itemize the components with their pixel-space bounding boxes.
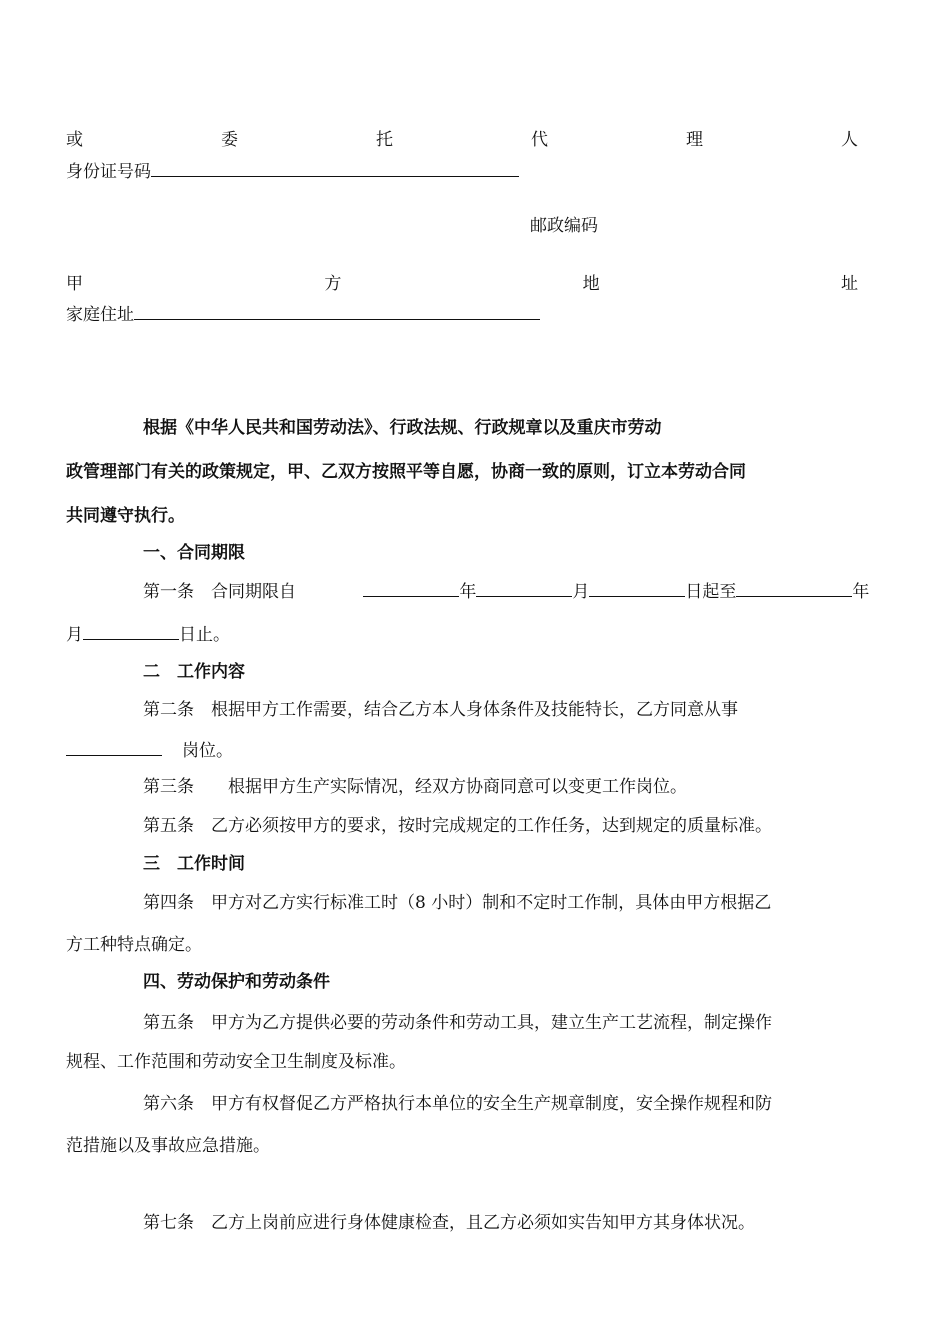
preamble-line-1: 根据《中华人民共和国劳动法》、行政法规、行政规章以及重庆市劳动 [143, 418, 662, 438]
section-4-title: 四、劳动保护和劳动条件 [143, 972, 330, 992]
preamble-line-3: 共同遵守执行。 [66, 506, 185, 526]
agent-char: 或 [66, 130, 83, 150]
clause-1-line-1 [143, 579, 869, 603]
post-blank[interactable] [66, 738, 162, 756]
agent-char: 人 [841, 130, 858, 150]
address-row [66, 273, 858, 295]
address-char: 方 [324, 274, 342, 294]
agent-char: 托 [376, 130, 393, 150]
agent-char: 代 [531, 130, 548, 150]
address-char: 甲 [66, 274, 83, 294]
end-label: 日止。 [179, 625, 230, 645]
clause-7: 第七条 乙方上岗前应进行身体健康检查，且乙方必须如实告知甲方其身体状况。 [143, 1213, 755, 1233]
clause-5-b-line-1: 第五条 甲方为乙方提供必要的劳动条件和劳动工具，建立生产工艺流程，制定操作 [143, 1013, 772, 1033]
clause-4-line-2: 方工种特点确定。 [66, 935, 202, 955]
home-address-blank[interactable] [134, 302, 540, 320]
end-month-blank[interactable] [83, 622, 179, 640]
year-label: 年 [459, 582, 477, 602]
clause-2-line-2 [66, 738, 233, 762]
address-char: 址 [840, 274, 858, 294]
id-number-label: 身份证号码 [66, 162, 151, 182]
agent-char: 委 [221, 130, 238, 150]
post-label: 岗位。 [182, 741, 233, 761]
clause-1-lead: 第一条 合同期限自 [143, 582, 296, 602]
id-number-blank[interactable] [151, 159, 519, 177]
start-month-blank[interactable] [476, 579, 572, 597]
preamble-line-2: 政管理部门有关的政策规定，甲、乙双方按照平等自愿，协商一致的原则，订立本劳动合同 [66, 462, 746, 482]
clause-6-line-1: 第六条 甲方有权督促乙方严格执行本单位的安全生产规章制度，安全操作规程和防 [143, 1094, 772, 1114]
home-address-field [66, 302, 540, 326]
home-address-label: 家庭住址 [66, 305, 134, 325]
clause-3: 第三条 根据甲方生产实际情况，经双方协商同意可以变更工作岗位。 [143, 777, 687, 797]
section-3-title: 三 工作时间 [143, 854, 245, 874]
clause-4-line-1: 第四条 甲方对乙方实行标准工时（8 小时）制和不定时工作制，具体由甲方根据乙 [143, 893, 772, 913]
id-number-field [66, 159, 519, 183]
start-day-blank[interactable] [589, 579, 685, 597]
clause-5-a: 第五条 乙方必须按甲方的要求，按时完成规定的工作任务，达到规定的质量标准。 [143, 816, 772, 836]
section-2-title: 二 工作内容 [143, 662, 245, 682]
clause-2-line-1: 第二条 根据甲方工作需要，结合乙方本人身体条件及技能特长，乙方同意从事 [143, 700, 738, 720]
day-to-label: 日起至 [685, 582, 737, 602]
clause-6-line-2: 范措施以及事故应急措施。 [66, 1136, 270, 1156]
end-year-blank[interactable] [736, 579, 852, 597]
start-year-blank[interactable] [363, 579, 459, 597]
address-char: 地 [582, 274, 600, 294]
section-1-title: 一、合同期限 [143, 543, 245, 563]
clause-5-b-line-2: 规程、工作范围和劳动安全卫生制度及标准。 [66, 1052, 406, 1072]
agent-row [66, 129, 858, 151]
agent-char: 理 [686, 130, 703, 150]
month-label: 月 [66, 625, 83, 645]
year-label: 年 [852, 582, 870, 602]
month-label: 月 [572, 582, 590, 602]
clause-1-line-2 [66, 622, 230, 646]
postal-code-label: 邮政编码 [530, 216, 598, 236]
